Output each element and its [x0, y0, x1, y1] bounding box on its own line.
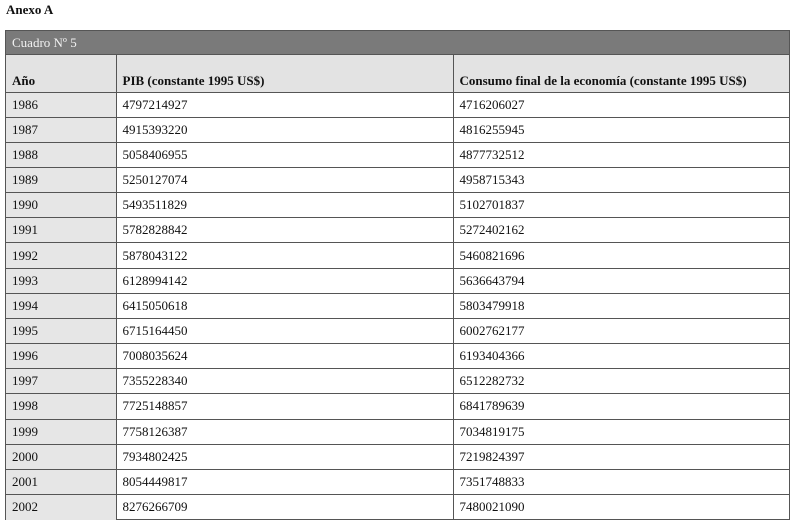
cell-consumo: 6512282732: [453, 369, 789, 394]
table-row: [6, 243, 789, 268]
cell-pib: 7355228340: [116, 369, 453, 394]
cell-pib: 5058406955: [116, 142, 453, 167]
cell-pib: 8054449817: [116, 469, 453, 494]
cell-year: 1987: [6, 117, 116, 142]
cell-consumo: 6193404366: [453, 344, 789, 369]
cell-consumo: 4958715343: [453, 167, 789, 192]
table-row: [6, 293, 789, 318]
cell-year: 1994: [6, 293, 116, 318]
table-header-row: [6, 55, 789, 92]
cell-year: 1995: [6, 318, 116, 343]
column-header-year: Año: [6, 55, 116, 92]
cell-year: 1988: [6, 142, 116, 167]
cell-pib: 7758126387: [116, 419, 453, 444]
table-row: [6, 268, 789, 293]
cell-pib: 5782828842: [116, 218, 453, 243]
cell-pib: 7008035624: [116, 344, 453, 369]
table-row: [6, 369, 789, 394]
cell-year: 1998: [6, 394, 116, 419]
cell-consumo: 4816255945: [453, 117, 789, 142]
cell-year: 1989: [6, 167, 116, 192]
cell-year: 1992: [6, 243, 116, 268]
cell-consumo: 5636643794: [453, 268, 789, 293]
cell-pib: 7934802425: [116, 444, 453, 469]
data-table-container: [5, 30, 790, 520]
table-row: [6, 495, 789, 520]
cell-pib: 6715164450: [116, 318, 453, 343]
table-row: [6, 444, 789, 469]
cell-year: 1999: [6, 419, 116, 444]
cell-consumo: 4877732512: [453, 142, 789, 167]
cell-pib: 7725148857: [116, 394, 453, 419]
table-row: [6, 419, 789, 444]
cell-pib: 4915393220: [116, 117, 453, 142]
table-caption: Cuadro Nº 5: [6, 31, 789, 55]
table-row: [6, 394, 789, 419]
cell-consumo: 4716206027: [453, 92, 789, 117]
cell-consumo: 7034819175: [453, 419, 789, 444]
table-row: [6, 117, 789, 142]
cell-pib: 6415050618: [116, 293, 453, 318]
cell-consumo: 7219824397: [453, 444, 789, 469]
data-table: [6, 55, 789, 520]
cell-consumo: 6002762177: [453, 318, 789, 343]
cell-year: 2000: [6, 444, 116, 469]
cell-pib: 5493511829: [116, 193, 453, 218]
table-row: [6, 167, 789, 192]
cell-year: 1986: [6, 92, 116, 117]
table-row: [6, 142, 789, 167]
cell-pib: 4797214927: [116, 92, 453, 117]
cell-year: 1997: [6, 369, 116, 394]
cell-year: 1996: [6, 344, 116, 369]
cell-pib: 8276266709: [116, 495, 453, 520]
cell-consumo: 5803479918: [453, 293, 789, 318]
table-body: [6, 92, 789, 520]
cell-consumo: 7351748833: [453, 469, 789, 494]
table-row: [6, 92, 789, 117]
column-header-consumo: Consumo final de la economía (constante 1995 US$): [453, 55, 789, 92]
cell-consumo: 6841789639: [453, 394, 789, 419]
cell-consumo: 5102701837: [453, 193, 789, 218]
cell-year: 2001: [6, 469, 116, 494]
annex-title: Anexo A: [6, 2, 54, 17]
cell-year: 2002: [6, 495, 116, 520]
cell-pib: 5250127074: [116, 167, 453, 192]
cell-consumo: 5460821696: [453, 243, 789, 268]
table-row: [6, 218, 789, 243]
table-row: [6, 318, 789, 343]
cell-year: 1993: [6, 268, 116, 293]
column-header-pib: PIB (constante 1995 US$): [116, 55, 453, 92]
table-row: [6, 193, 789, 218]
cell-pib: 6128994142: [116, 268, 453, 293]
cell-year: 1990: [6, 193, 116, 218]
cell-pib: 5878043122: [116, 243, 453, 268]
table-row: [6, 344, 789, 369]
table-row: [6, 469, 789, 494]
cell-consumo: 5272402162: [453, 218, 789, 243]
cell-year: 1991: [6, 218, 116, 243]
cell-consumo: 7480021090: [459, 499, 525, 515]
